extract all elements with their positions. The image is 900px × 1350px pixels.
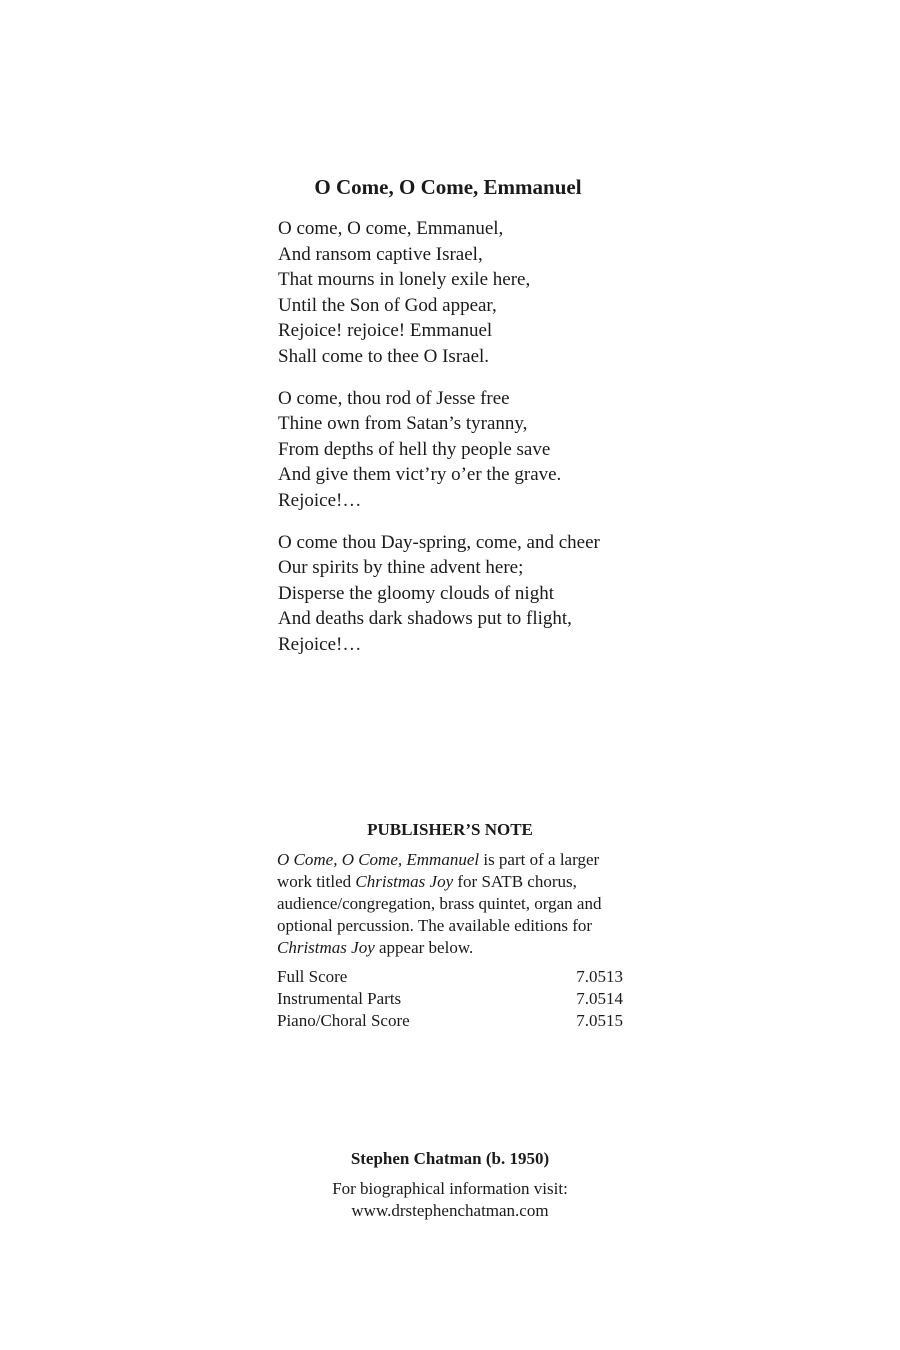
publishers-note-body xyxy=(277,849,627,959)
edition-row xyxy=(277,988,623,1010)
edition-name: Instrumental Parts xyxy=(277,989,402,1008)
hymn-title: O Come, O Come, Emmanuel xyxy=(314,175,582,199)
verse-line: And deaths dark shadows put to flight, xyxy=(278,608,572,630)
larger-work-title: Christmas Joy xyxy=(355,872,454,891)
larger-work-title: Christmas Joy xyxy=(277,938,375,957)
edition-code: 7.0513 xyxy=(576,967,623,986)
note-text: is part of a larger work titled xyxy=(277,850,600,891)
verse-line: O come, O come, Emmanuel, xyxy=(278,218,504,239)
composer-name: Stephen Chatman (b. 1950) xyxy=(350,1149,550,1168)
verse-line: Rejoice! rejoice! Emmanuel xyxy=(278,320,493,342)
verse-line: Rejoice!… xyxy=(278,489,362,511)
edition-code: 7.0514 xyxy=(576,989,623,1008)
verse-line: O come, thou rod of Jesse free xyxy=(278,387,510,409)
note-text: for SATB chorus, audience/congregation, brass quintet, organ and optional percussion. The available editions for xyxy=(277,872,602,935)
verse-line: Thine own from Satan’s tyranny, xyxy=(278,413,528,435)
edition-row xyxy=(277,1010,623,1032)
edition-name: Full Score xyxy=(277,967,348,986)
verse-3 xyxy=(278,530,698,658)
work-title: O Come, O Come, Emmanuel xyxy=(277,850,480,869)
verse-line: That mourns in lonely exile here, xyxy=(278,269,531,291)
bio-url: www.drstephenchatman.com xyxy=(351,1201,549,1220)
verse-1 xyxy=(278,216,698,370)
verse-line: Disperse the gloomy clouds of night xyxy=(278,582,554,604)
verse-line: From depths of hell thy people save xyxy=(278,438,551,460)
edition-name: Piano/Choral Score xyxy=(277,1011,410,1030)
bio-text: For biographical information visit: xyxy=(332,1179,568,1198)
verse-2 xyxy=(278,386,698,514)
verse-line: Rejoice!… xyxy=(278,633,362,655)
edition-row xyxy=(277,966,623,988)
verse-line: Shall come to thee O Israel. xyxy=(278,345,490,367)
lyrics xyxy=(278,216,698,674)
verse-line: Until the Son of God appear, xyxy=(278,294,497,316)
verse-line: O come thou Day-spring, come, and cheer xyxy=(278,531,600,553)
verse-line: And ransom captive Israel, xyxy=(278,243,483,265)
editions-table xyxy=(277,966,623,1032)
verse-line: Our spirits by thine advent here; xyxy=(278,557,524,579)
verse-line: And give them vict’ry o’er the grave. xyxy=(278,464,562,486)
composer-bio xyxy=(0,1178,900,1222)
edition-code: 7.0515 xyxy=(576,1011,623,1030)
publishers-note-heading: PUBLISHER’S NOTE xyxy=(367,820,533,839)
note-text: appear below. xyxy=(374,938,474,957)
